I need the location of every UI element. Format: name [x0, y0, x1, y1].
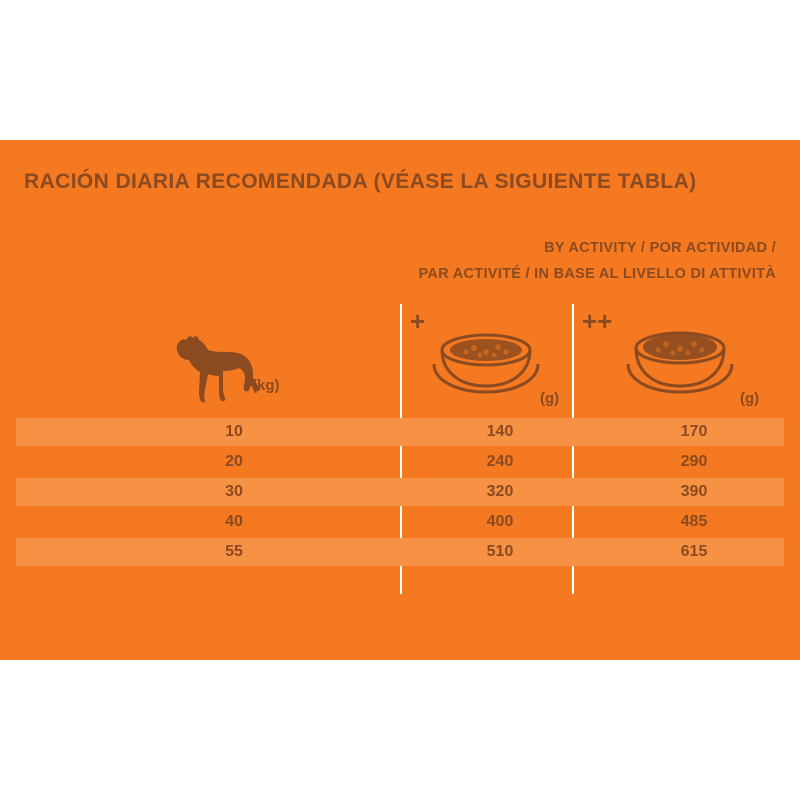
- cell-portion-low: 400: [486, 513, 514, 530]
- cell-portion-low: 240: [486, 453, 514, 470]
- dog-icon: [165, 330, 265, 404]
- cell-portion-high: 170: [680, 423, 708, 440]
- cell-portion-high: 290: [680, 453, 708, 470]
- cell-weight: 30: [225, 483, 243, 500]
- table-row: [16, 538, 784, 566]
- unit-g-low-label: (g): [540, 390, 560, 407]
- cell-portion-low: 510: [486, 543, 514, 560]
- food-bowl-icon: [618, 324, 742, 396]
- cell-weight: 40: [225, 513, 243, 530]
- cell-weight: 20: [225, 453, 243, 470]
- feeding-table: [16, 418, 784, 568]
- unit-kg-label: (kg): [252, 377, 280, 394]
- feeding-guide-panel: [0, 140, 800, 660]
- unit-g-high-label: (g): [740, 390, 760, 407]
- page-title: RACIÓN DIARIA RECOMENDADA (VÉASE LA SIGUIENTE TABLA): [24, 170, 697, 193]
- cell-portion-low: 140: [486, 423, 514, 440]
- cell-weight: 10: [225, 423, 243, 440]
- cell-portion-high: 485: [680, 513, 708, 530]
- by-activity-heading-line1: BY ACTIVITY / POR ACTIVIDAD /: [544, 240, 776, 256]
- cell-portion-high: 615: [680, 543, 708, 560]
- activity-level-low-marker: +: [410, 306, 426, 336]
- cell-weight: 55: [225, 543, 243, 560]
- cell-portion-low: 320: [486, 483, 514, 500]
- table-row: [16, 448, 784, 476]
- activity-level-high-marker: ++: [582, 306, 613, 336]
- food-bowl-icon: [424, 324, 548, 396]
- table-row: [16, 478, 784, 506]
- table-row: [16, 508, 784, 536]
- cell-portion-high: 390: [680, 483, 708, 500]
- by-activity-heading-line2: PAR ACTIVITÉ / IN BASE AL LIVELLO DI ATTIVITÀ: [418, 266, 776, 282]
- table-row: [16, 418, 784, 446]
